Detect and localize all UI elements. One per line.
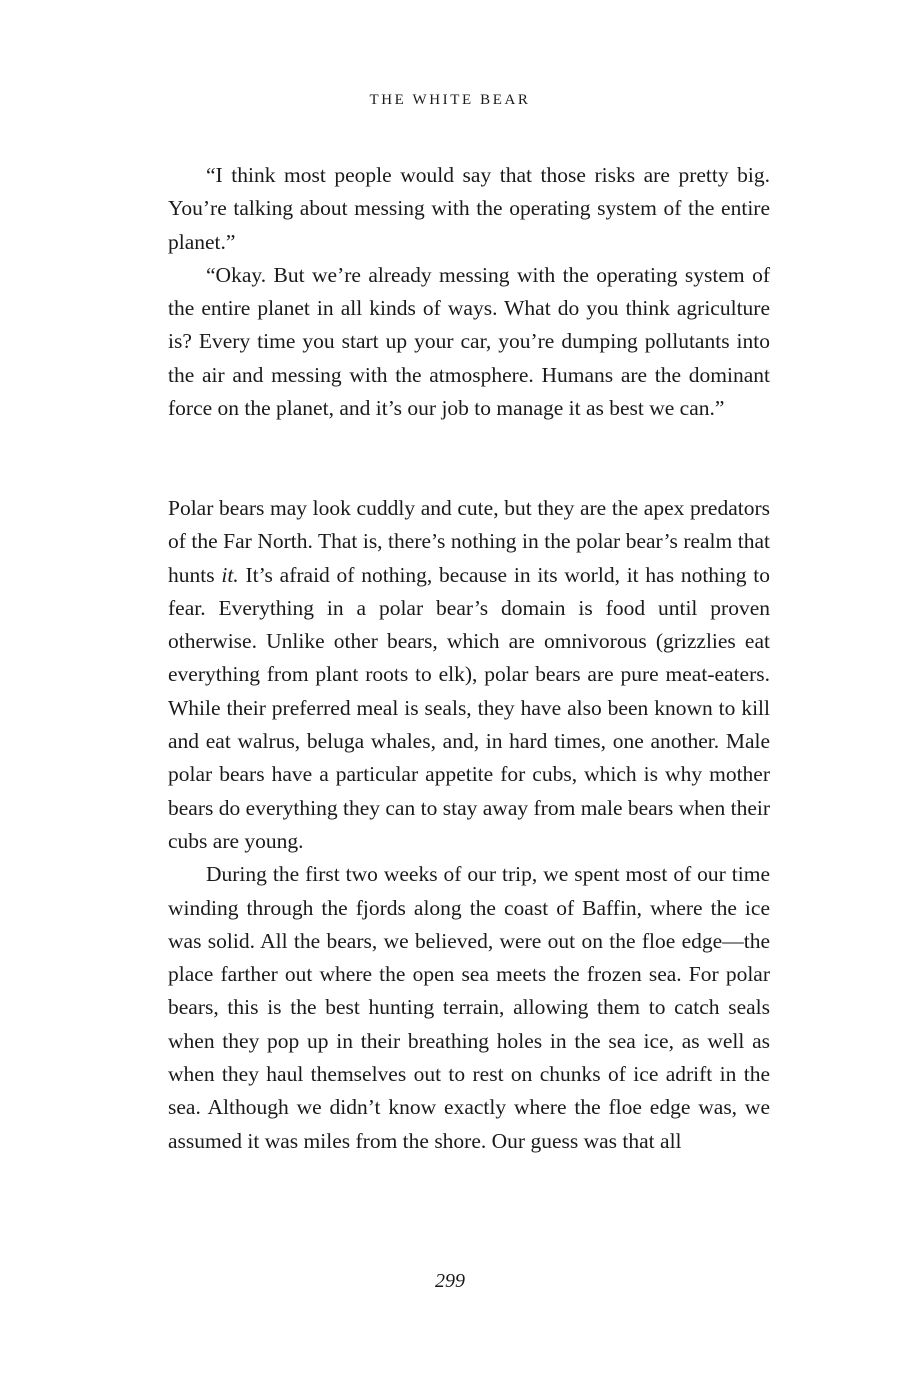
polar-bears-text-end: It’s afraid of nothing, because in its world, it has nothing to fear. Everything in a polar bear’s domain is food until proven otherwise. Unlike other bears, which are omnivorous (grizzlies eat everything from plant roots to elk), polar bears are pure meat-eaters. While their preferred meal is seals, they have also been known to kill and eat walrus, beluga whales, and, in hard times, one another. Male polar bears have a particular appetite for cubs, which is why mother bears do everything they can to stay away from male bears when their cubs are young. (168, 562, 770, 853)
emphasis-it: it. (221, 562, 239, 587)
dialogue-section (168, 159, 770, 425)
narrative-section (168, 492, 770, 1158)
paragraph-risks-quote: “I think most people would say that those risks are pretty big. You’re talking about messing with the operating system of the entire planet.” (168, 163, 770, 254)
paragraph-polar-bears (168, 492, 770, 858)
page-number: 299 (435, 1270, 465, 1292)
paragraph-first-two-weeks: During the first two weeks of our trip, we spent most of our time winding through the fjords along the coast of Baffin, where the ice was solid. All the bears, we believed, were out on the floe edge—the place farther out where the open sea meets the frozen sea. For polar bears, this is the best hunting terrain, allowing them to catch seals when they pop up in their breathing holes in the sea ice, as well as when they haul themselves out to rest on chunks of ice adrift in the sea. Although we didn’t know exactly where the floe edge was, we assumed it was miles from the shore. Our guess was that all (168, 862, 770, 1153)
running-head: THE WHITE BEAR (369, 92, 531, 108)
polar-bears-text-start: Polar bears may look cuddly and cute, but they are the apex predators of the Far North. That is, there’s nothing in the polar bear’s realm that hunts (168, 496, 770, 587)
paragraph-okay-quote: “Okay. But we’re already messing with the operating system of the entire planet in all kinds of ways. What do you think agriculture is? Every time you start up your car, you’re dumping pollutants into the air and messing with the atmosphere. Humans are the dominant force on the planet, and it’s our job to manage it as best we can.” (168, 262, 770, 421)
